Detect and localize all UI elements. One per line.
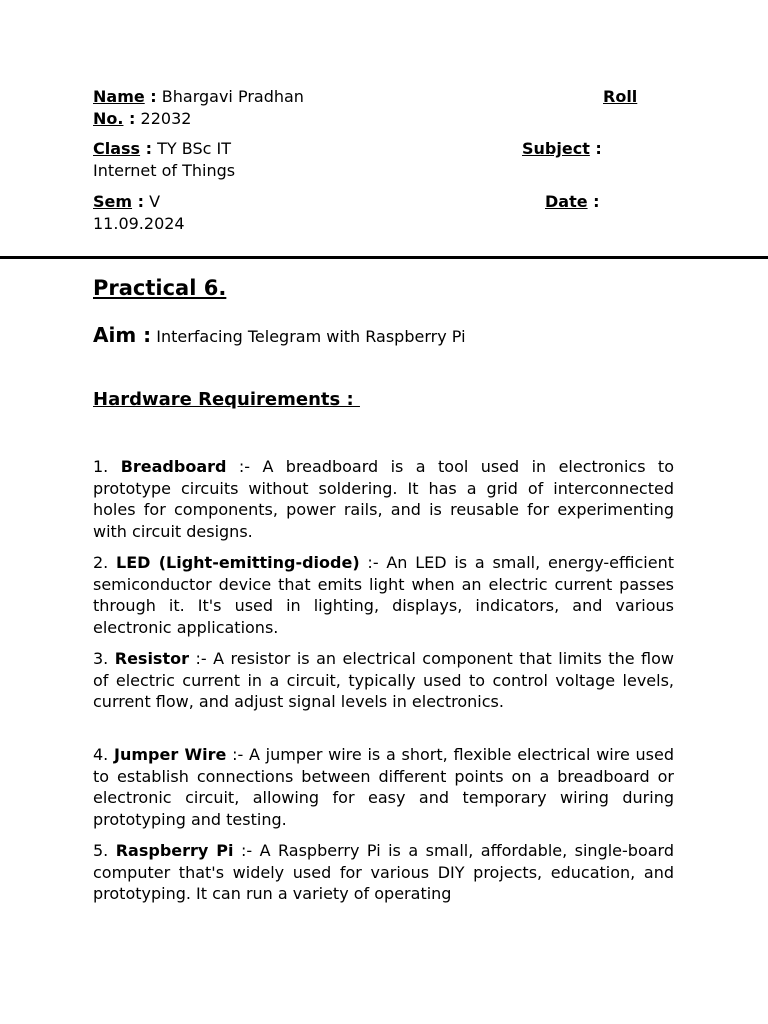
- student-details: [93, 86, 653, 130]
- item-term: Breadboard: [120, 457, 227, 476]
- sem-row: [93, 191, 653, 213]
- name-colon: :: [144, 87, 157, 106]
- subject-colon: :: [589, 139, 602, 158]
- subject-row: [93, 160, 653, 182]
- roll-colon: :: [123, 109, 136, 128]
- list-item: [93, 456, 674, 542]
- hardware-list: [93, 456, 674, 914]
- roll-label-continued: No.: [93, 109, 124, 128]
- sem-colon: :: [132, 192, 145, 211]
- item-description: :- An LED is a small, energy-efficient semiconductor device that emits light when an electric current passes through it. It's used in lighting, displays, indicators, and various electronic applications.: [93, 553, 674, 637]
- class-colon: :: [140, 139, 153, 158]
- aim-line: [93, 323, 466, 347]
- subject-label: Subject: [522, 139, 590, 158]
- class-label: Class: [93, 139, 141, 158]
- item-number: 5.: [93, 841, 109, 860]
- item-number: 3.: [93, 649, 109, 668]
- hardware-requirements-heading: Hardware Requirements :: [93, 389, 360, 410]
- class-details: [93, 138, 653, 182]
- sem-details: [93, 191, 653, 235]
- name-label: Name: [93, 87, 145, 106]
- item-number: 2.: [93, 553, 109, 572]
- sem-value: V: [144, 192, 161, 211]
- item-description: :- A resistor is an electrical component that limits the flow of electric current in a circuit, typically used to control voltage levels, current flow, and adjust signal levels in electronics.: [93, 649, 674, 711]
- roll-value: 22032: [135, 109, 192, 128]
- subject-value: Internet of Things: [93, 161, 236, 180]
- list-item: [93, 840, 674, 904]
- practical-title: Practical 6.: [93, 276, 227, 300]
- list-item: [93, 552, 674, 638]
- sem-label: Sem: [93, 192, 133, 211]
- header-divider: [0, 256, 768, 259]
- date-label: Date: [545, 192, 588, 211]
- date-row: [93, 213, 653, 235]
- item-term: Jumper Wire: [114, 745, 227, 764]
- date-value: 11.09.2024: [93, 214, 185, 233]
- item-description: :- A Raspberry Pi is a small, affordable, single-board computer that's widely used for various DIY projects, education, and prototyping. It can run a variety of operating: [93, 841, 674, 903]
- roll-label: Roll: [603, 87, 638, 106]
- aim-label: Aim :: [93, 323, 152, 347]
- date-colon: :: [587, 192, 600, 211]
- list-item: [93, 648, 674, 734]
- class-value: TY BSc IT: [152, 139, 231, 158]
- item-term: Raspberry Pi: [115, 841, 234, 860]
- item-term: LED (Light-emitting-diode): [116, 553, 360, 572]
- item-number: 1.: [93, 457, 109, 476]
- item-description: :- A jumper wire is a short, flexible electrical wire used to establish connections between different points on a breadboard or electronic circuit, allowing for easy and temporary wiring during prototyping and testing.: [93, 745, 674, 829]
- class-row: [93, 138, 653, 160]
- item-number: 4.: [93, 745, 109, 764]
- aim-text: Interfacing Telegram with Raspberry Pi: [151, 327, 466, 346]
- roll-row: [93, 108, 653, 130]
- list-item: [93, 744, 674, 830]
- item-term: Resistor: [114, 649, 189, 668]
- name-value: Bhargavi Pradhan: [156, 87, 304, 106]
- name-row: [93, 86, 653, 108]
- item-description: :- A breadboard is a tool used in electronics to prototype circuits without soldering. It has a grid of interconnected holes for components, power rails, and is reusable for experimenting with circuit designs.: [93, 457, 674, 541]
